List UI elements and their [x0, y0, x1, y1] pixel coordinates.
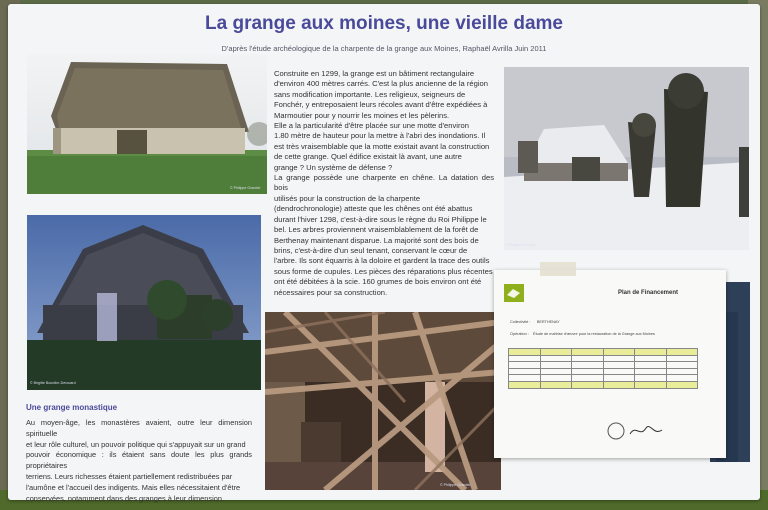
main-text-line: grange ? Un système de défense ? [274, 162, 393, 172]
photo2-credit: © Brigitte Bourdier-Derouard [30, 381, 76, 385]
main-text-line: 1.80 mètre de hauteur pour la mettre à l'abri des inondations. Il [274, 131, 486, 141]
main-text-line: durant l'hiver 1298, c'est-à-dire sous le règne du Roi Philippe le [274, 214, 487, 224]
section-body-line: conservées, notamment dans des granges à leur dimension. [26, 493, 225, 503]
main-text-line: Elle a la particularité d'être placée sur une motte d'environ [274, 121, 469, 131]
main-text-line: La grange possède une charpente en chêne. La datation des bois [274, 173, 494, 193]
main-text-line: bel. Les arbres proviennent vraisemblablement de la forêt de [274, 225, 479, 235]
main-text-line: sans modification importante. Les religieux, seigneurs de [274, 89, 466, 99]
operation-label: Opération : [510, 332, 529, 336]
collectivite-label: Collectivité : [510, 320, 531, 324]
collectivite-line [510, 320, 560, 324]
main-text-line: Marmoutier pour y nourrir les moines et les pèlerins. [274, 110, 450, 120]
main-text-line: (dendrochronologie) atteste que les chênes ont été abattus [274, 204, 473, 214]
main-text-line: l'arbre. Ils sont équarris à la doloire et gardent la trace des outils [274, 256, 490, 266]
table-row [509, 375, 698, 382]
main-text-line: brins, c'est-à-dire d'un seul tenant, conservant le cœur de [274, 245, 468, 255]
main-text-line: d'environ 400 mètres carrés. C'est la plus ancienne de la région [274, 79, 488, 89]
main-text-line: nécessaires pour sa construction. [274, 287, 388, 297]
section-body-line: l'aumône et l'accueil des indigents. Mais elles nécessitaient d'être [26, 482, 241, 492]
main-text-line: Fonchér, y entreposaient leurs récoles avant d'être expédiées à [274, 100, 488, 110]
signature-stamp-icon [606, 420, 666, 442]
region-logo-icon [504, 284, 524, 302]
section-heading: Une grange monastique [26, 403, 118, 412]
photo-timber-frame [265, 312, 501, 490]
table-row [509, 355, 698, 362]
operation-value: Étude de maîtrise d'œuvre pour la restauration de la Grange aux Moines [533, 332, 655, 336]
main-text-line: est très vraisemblable que la motte existait avant la construction [274, 141, 490, 151]
collectivite-value: BERTHENAY [536, 320, 560, 324]
section-body-line: pouvoir économique : ils étaient sans doute les plus grands propriétaires [26, 450, 252, 471]
photo4-credit: © Philippe Grandet [440, 483, 471, 487]
tape-strip [534, 260, 584, 278]
operation-line [510, 332, 655, 336]
photo-barn-snow [504, 67, 749, 250]
main-text-line: ont été débitées à la scie. 160 grumes de bois environ ont été [274, 277, 482, 287]
section-body-line: terriens. Leurs richesses étaient partiellement redistribuées par [26, 471, 233, 481]
table-row [509, 362, 698, 369]
section-body-line: Au moyen-âge, les monastères avaient, outre leur dimension spirituelle [26, 418, 252, 438]
table-row [509, 349, 698, 356]
photo-barn-dusk [27, 215, 261, 390]
table-row [509, 368, 698, 375]
photo-barn-summer [27, 54, 267, 194]
table-row [509, 381, 698, 388]
main-text [274, 69, 494, 298]
financing-title: Plan de Financement [618, 290, 679, 296]
section-body [26, 418, 252, 504]
main-text-line: sous forme de cupules. Les pièces des réparations plus récentes [274, 266, 493, 276]
main-text-line: de cette grange. Quel édifice existait là avant, une autre [274, 152, 462, 162]
photo3-credit: © Philippe Grandet [505, 243, 536, 247]
financing-table [508, 348, 698, 389]
panel-title: La grange aux moines, une vieille dame [205, 13, 563, 34]
main-text-line: utilisés pour la construction de la charpente [274, 193, 421, 203]
section-body-line: et leur rôle culturel, un pouvoir politique qui s'appuyait sur un grand [26, 439, 246, 449]
panel-subtitle: D'après l'étude archéologique de la charpente de la grange aux Moines, Raphaël Avrilla Juin 2011 [221, 44, 547, 53]
financing-sheet [494, 270, 726, 458]
photo1-credit: © Philippe Grandet [230, 186, 261, 190]
main-text-line: Construite en 1299, la grange est un bâtiment rectangulaire [274, 69, 475, 78]
main-text-line: Berthenay maintenant disparue. La majorité sont des bois de [274, 235, 479, 245]
